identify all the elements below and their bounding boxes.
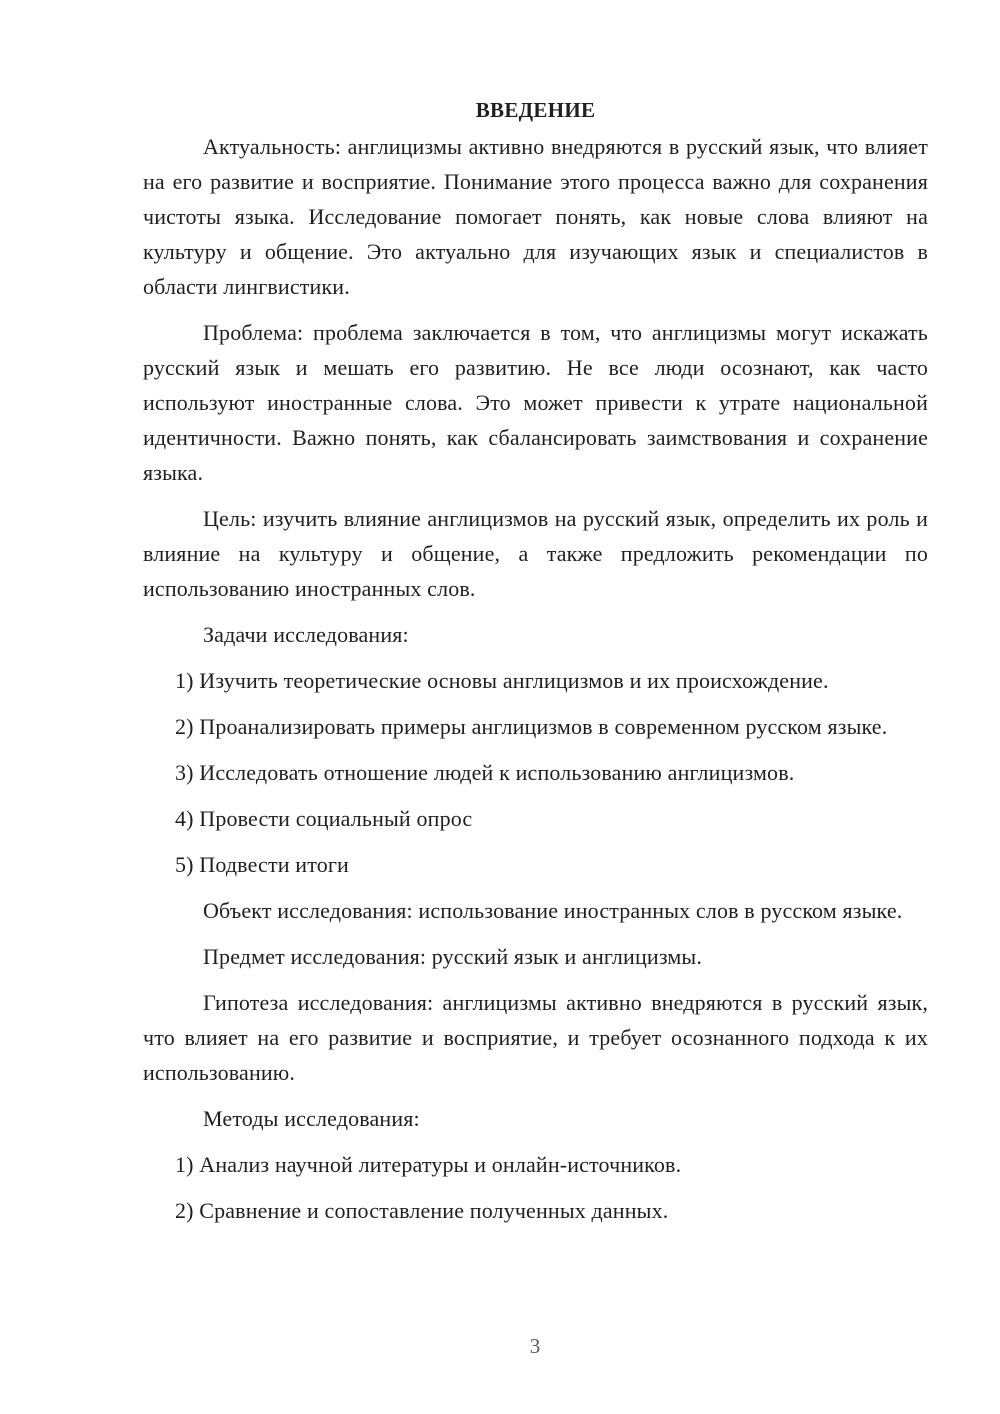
- paragraph-subject: Предмет исследования: русский язык и англицизмы.: [203, 944, 702, 969]
- page-number: 3: [529, 1334, 541, 1358]
- task-item-1: 1) Изучить теоретические основы англицизмов и их происхождение.: [175, 668, 829, 693]
- task-item-5: 5) Подвести итоги: [175, 852, 349, 877]
- paragraph-object: Объект исследования: использование иностранных слов в русском языке.: [203, 898, 903, 923]
- task-item-4: 4) Провести социальный опрос: [175, 806, 473, 831]
- section-title: ВВЕДЕНИЕ: [475, 98, 596, 122]
- paragraph-goal: Цель: изучить влияние англицизмов на русский язык, определить их роль и влияние на культуру и общение, а также предложить рекомендации по использованию иностранных слов.: [143, 506, 928, 601]
- method-item-1: 1) Анализ научной литературы и онлайн-источников.: [175, 1152, 682, 1177]
- paragraph-relevance: Актуальность: англицизмы активно внедряются в русский язык, что влияет на его развитие и восприятие. Понимание этого процесса важно для сохранения чистоты языка. Исследование помогает понять, как новые слова влияют на культуру и общение. Это актуально для изучающих язык и специалистов в области лингвистики.: [143, 134, 928, 299]
- method-item-2: 2) Сравнение и сопоставление полученных данных.: [175, 1198, 669, 1223]
- tasks-heading: Задачи исследования:: [203, 622, 409, 647]
- methods-heading: Методы исследования:: [203, 1106, 420, 1131]
- task-item-2: 2) Проанализировать примеры англицизмов в современном русском языке.: [175, 714, 888, 739]
- task-item-3: 3) Исследовать отношение людей к использованию англицизмов.: [175, 760, 795, 785]
- paragraph-problem: Проблема: проблема заключается в том, что англицизмы могут искажать русский язык и мешать его развитию. Не все люди осознают, как часто используют иностранные слова. Это может привести к утрате национальной идентичности. Важно понять, как сбалансировать заимствования и сохранение языка.: [143, 320, 928, 485]
- paragraph-hypothesis: Гипотеза исследования: англицизмы активно внедряются в русский язык, что влияет на его развитие и восприятие, и требует осознанного подхода к их использованию.: [143, 990, 928, 1085]
- document-page: [143, 93, 928, 1239]
